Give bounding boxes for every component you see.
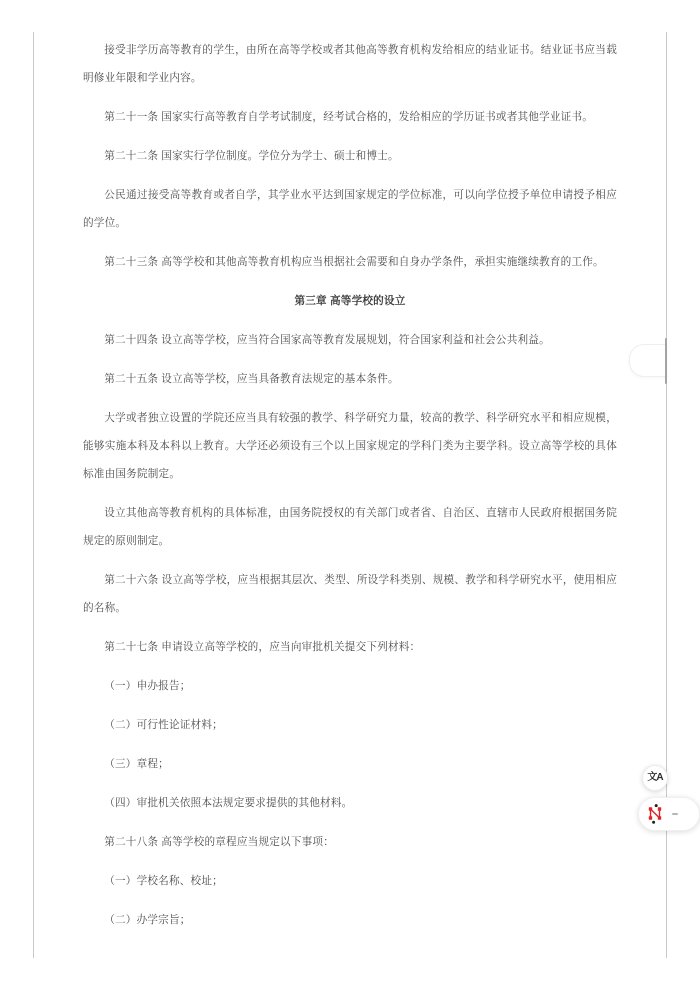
law-paragraph: 第二十六条 设立高等学校，应当根据其层次、类型、所设学科类别、规模、教学和科学研究水平，使用相应的名称。 — [83, 574, 617, 614]
network-graph-icon — [647, 804, 663, 824]
law-paragraph: 第二十四条 设立高等学校，应当符合国家高等教育发展规划，符合国家利益和社会公共利益。 — [104, 334, 550, 346]
translate-button[interactable] — [642, 765, 668, 791]
law-paragraph: （四）审批机关依照本法规定要求提供的其他材料。 — [104, 797, 353, 809]
scrollbar-thumb[interactable] — [665, 338, 667, 384]
drag-handle-icon — [672, 813, 678, 815]
law-paragraph: （一）申办报告； — [104, 680, 191, 692]
law-paragraph: 接受非学历高等教育的学生，由所在高等学校或者其他高等教育机构发给相应的结业证书。结业证书应当载明修业年限和学业内容。 — [83, 44, 617, 84]
law-paragraph: 第二十二条 国家实行学位制度。学位分为学士、硕士和博士。 — [104, 150, 399, 162]
law-paragraph: 第二十五条 设立高等学校，应当具备教育法规定的基本条件。 — [104, 373, 399, 385]
extension-pill-button[interactable] — [638, 797, 700, 831]
law-paragraph: 大学或者独立设置的学院还应当具有较强的教学、科学研究力量，较高的教学、科学研究水平和相应规模，能够实施本科及本科以上教育。大学还必须设有三个以上国家规定的学科门类为主要学科。设立高等学校的具体标准由国务院制定。 — [83, 412, 617, 480]
law-paragraph: （三）章程； — [104, 758, 169, 770]
law-paragraph: （二）办学宗旨； — [104, 914, 191, 926]
law-paragraph: （二）可行性论证材料； — [104, 719, 223, 731]
law-paragraph: 第二十一条 国家实行高等教育自学考试制度，经考试合格的，发给相应的学历证书或者其他学业证书。 — [104, 111, 594, 123]
law-paragraph: 第二十七条 申请设立高等学校的，应当向审批机关提交下列材料： — [104, 641, 421, 653]
faded-widget-button[interactable] — [629, 344, 667, 377]
chapter-heading: 第三章 高等学校的设立 — [294, 295, 406, 307]
law-paragraph: 公民通过接受高等教育或者自学，其学业水平达到国家规定的学位标准，可以向学位授予单位申请授予相应的学位。 — [83, 189, 617, 229]
law-paragraph: （一）学校名称、校址； — [104, 875, 223, 887]
law-paragraph: 第二十三条 高等学校和其他高等教育机构应当根据社会需要和自身办学条件，承担实施继续教育的工作。 — [104, 256, 604, 268]
law-paragraph: 设立其他高等教育机构的具体标准，由国务院授权的有关部门或者省、自治区、直辖市人民政府根据国务院规定的原则制定。 — [83, 507, 617, 547]
translate-icon: 文A — [647, 772, 663, 783]
law-paragraph: 第二十八条 高等学校的章程应当规定以下事项： — [104, 836, 334, 848]
document-page — [33, 32, 667, 958]
